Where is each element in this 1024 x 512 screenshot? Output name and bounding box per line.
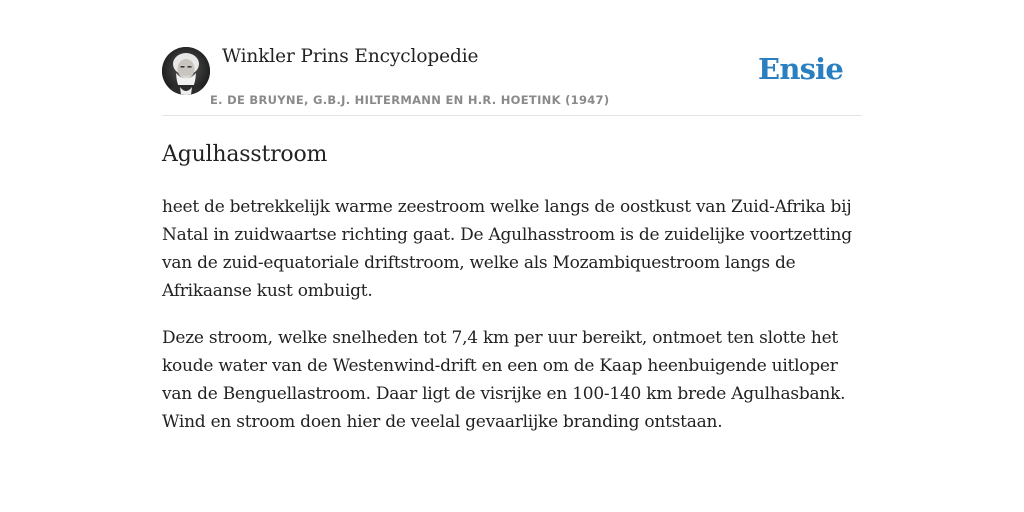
article-title: Agulhasstroom xyxy=(162,142,328,167)
site-title[interactable]: Winkler Prins Encyclopedie xyxy=(222,46,479,67)
header xyxy=(162,46,862,116)
portrait-photo-icon xyxy=(162,47,210,95)
page-container xyxy=(162,46,862,436)
brand-logo[interactable]: Ensie xyxy=(758,52,843,86)
article-paragraph: Deze stroom, welke snelheden tot 7,4 km per uur bereikt, ontmoet ten slotte het koude water van de Westenwind-drift en een om de Kaap heenbuigende uitloper van de Benguellastroom. Daar ligt de visrijke en 100-140 km brede Agulhasbank. Wind en stroom doen hier de veelal gevaarlijke branding ontstaan. xyxy=(162,328,846,432)
author-avatar xyxy=(162,47,210,95)
article-paragraph: heet de betrekkelijk warme zeestroom welke langs de oostkust van Zuid-Afrika bij Natal in zuidwaartse richting gaat. De Agulhasstroom is de zuidelijke voortzetting van de zuid-equatoriale driftstroom, welke als Mozambiquestroom langs de Afrikaanse kust ombuigt. xyxy=(162,197,852,301)
authors-byline: E. DE BRUYNE, G.B.J. HILTERMANN EN H.R. HOETINK (1947) xyxy=(210,93,610,107)
